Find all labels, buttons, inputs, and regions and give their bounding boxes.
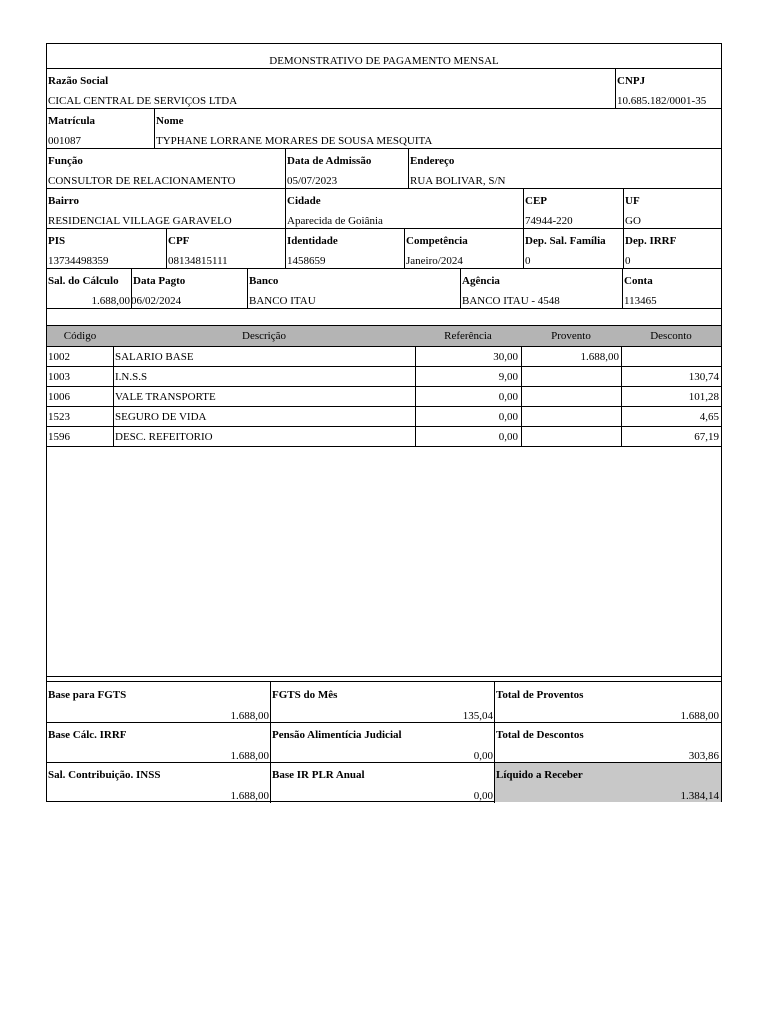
data-pagto-label: Data Pagto: [133, 275, 186, 287]
pis-label: PIS: [48, 235, 66, 247]
table-row: [47, 426, 721, 446]
table-row: [47, 406, 721, 426]
uf-label: UF: [625, 195, 640, 207]
table-row: [47, 346, 721, 366]
dep-irrf-value: 0: [625, 255, 631, 267]
row-descricao: I.N.S.S: [115, 371, 148, 383]
cpf-value: 08134815111: [168, 255, 228, 267]
row-desconto: 4,65: [699, 411, 719, 423]
matricula-label: Matrícula: [48, 115, 96, 127]
col-header-descricao: Descrição: [242, 330, 286, 342]
nome-label: Nome: [156, 115, 184, 127]
payslip-document: [46, 43, 722, 802]
col-header-codigo: Código: [63, 330, 97, 342]
col-header-referencia: Referência: [444, 330, 492, 342]
base-fgts-value: 1.688,00: [230, 710, 269, 722]
row-codigo: 1596: [48, 431, 70, 443]
admissao-value: 05/07/2023: [287, 175, 338, 187]
data-pagto-value: 06/02/2024: [131, 295, 182, 307]
sal-calculo-value: 1.688,00: [91, 295, 130, 307]
sal-inss-value: 1.688,00: [230, 790, 269, 802]
row-desconto: 101,28: [688, 391, 719, 403]
row-referencia: 0,00: [498, 431, 518, 443]
dep-sal-familia-value: 0: [525, 255, 531, 267]
liquido-label: Líquido a Receber: [496, 769, 583, 781]
total-descontos-value: 303,86: [688, 750, 719, 762]
row-codigo: 1523: [48, 411, 70, 423]
row-codigo: 1002: [48, 351, 70, 363]
base-irrf-label: Base Cálc. IRRF: [48, 729, 127, 741]
cidade-value: Aparecida de Goiânia: [287, 215, 383, 227]
row-provento: 1.688,00: [580, 351, 619, 363]
table-row: [47, 366, 721, 386]
agencia-value: BANCO ITAU - 4548: [462, 295, 560, 307]
endereco-label: Endereço: [410, 155, 455, 167]
conta-label: Conta: [624, 275, 653, 287]
nome-value: TYPHANE LORRANE MORARES DE SOUSA MESQUITA: [156, 135, 433, 147]
liquido-value: 1.384,14: [680, 790, 719, 802]
row-descricao: VALE TRANSPORTE: [115, 391, 216, 403]
cnpj-label: CNPJ: [617, 75, 646, 87]
col-header-desconto: Desconto: [650, 330, 692, 342]
fgts-mes-label: FGTS do Mês: [272, 689, 338, 701]
row-referencia: 9,00: [498, 371, 518, 383]
cep-value: 74944-220: [525, 215, 573, 227]
razao-social-label: Razão Social: [48, 75, 109, 87]
cnpj-value: 10.685.182/0001-35: [617, 95, 707, 107]
banco-value: BANCO ITAU: [249, 295, 316, 307]
sal-calculo-label: Sal. do Cálculo: [48, 275, 119, 287]
row-descricao: DESC. REFEITORIO: [115, 431, 213, 443]
competencia-value: Janeiro/2024: [406, 255, 463, 267]
dep-irrf-label: Dep. IRRF: [625, 235, 677, 247]
funcao-label: Função: [48, 155, 83, 167]
total-descontos-label: Total de Descontos: [496, 729, 584, 741]
banco-label: Banco: [249, 275, 279, 287]
matricula-value: 001087: [48, 135, 81, 147]
table-header-row: [47, 326, 721, 346]
admissao-label: Data de Admissão: [287, 155, 372, 167]
pensao-label: Pensão Alimentícia Judicial: [272, 729, 402, 741]
row-referencia: 0,00: [498, 411, 518, 423]
row-referencia: 30,00: [493, 351, 518, 363]
base-fgts-label: Base para FGTS: [48, 689, 127, 701]
row-desconto: 67,19: [694, 431, 719, 443]
row-desconto: 130,74: [688, 371, 719, 383]
row-codigo: 1003: [48, 371, 70, 383]
razao-social-value: CICAL CENTRAL DE SERVIÇOS LTDA: [48, 95, 238, 107]
cpf-label: CPF: [168, 235, 190, 247]
competencia-label: Competência: [406, 235, 468, 247]
endereco-value: RUA BOLIVAR, S/N: [410, 175, 506, 187]
base-irrf-value: 1.688,00: [230, 750, 269, 762]
pis-value: 13734498359: [48, 255, 109, 267]
pensao-value: 0,00: [473, 750, 493, 762]
total-proventos-label: Total de Proventos: [496, 689, 584, 701]
col-header-provento: Provento: [551, 330, 591, 342]
table-row: [47, 386, 721, 406]
cep-label: CEP: [525, 195, 547, 207]
dep-sal-familia-label: Dep. Sal. Família: [525, 235, 606, 247]
table-body: [47, 346, 721, 446]
document-title: DEMONSTRATIVO DE PAGAMENTO MENSAL: [269, 55, 499, 67]
identidade-label: Identidade: [287, 235, 338, 247]
bairro-label: Bairro: [48, 195, 79, 207]
bairro-value: RESIDENCIAL VILLAGE GARAVELO: [48, 215, 232, 227]
row-referencia: 0,00: [498, 391, 518, 403]
row-descricao: SEGURO DE VIDA: [115, 411, 207, 423]
row-codigo: 1006: [48, 391, 70, 403]
conta-value: 113465: [624, 295, 657, 307]
base-ir-plr-value: 0,00: [473, 790, 493, 802]
sal-inss-label: Sal. Contribuição. INSS: [48, 769, 161, 781]
cidade-label: Cidade: [287, 195, 321, 207]
uf-value: GO: [625, 215, 641, 227]
funcao-value: CONSULTOR DE RELACIONAMENTO: [48, 175, 236, 187]
base-ir-plr-label: Base IR PLR Anual: [272, 769, 365, 781]
row-descricao: SALARIO BASE: [115, 351, 194, 363]
identidade-value: 1458659: [287, 255, 326, 267]
agencia-label: Agência: [462, 275, 500, 287]
total-proventos-value: 1.688,00: [680, 710, 719, 722]
fgts-mes-value: 135,04: [462, 710, 493, 722]
